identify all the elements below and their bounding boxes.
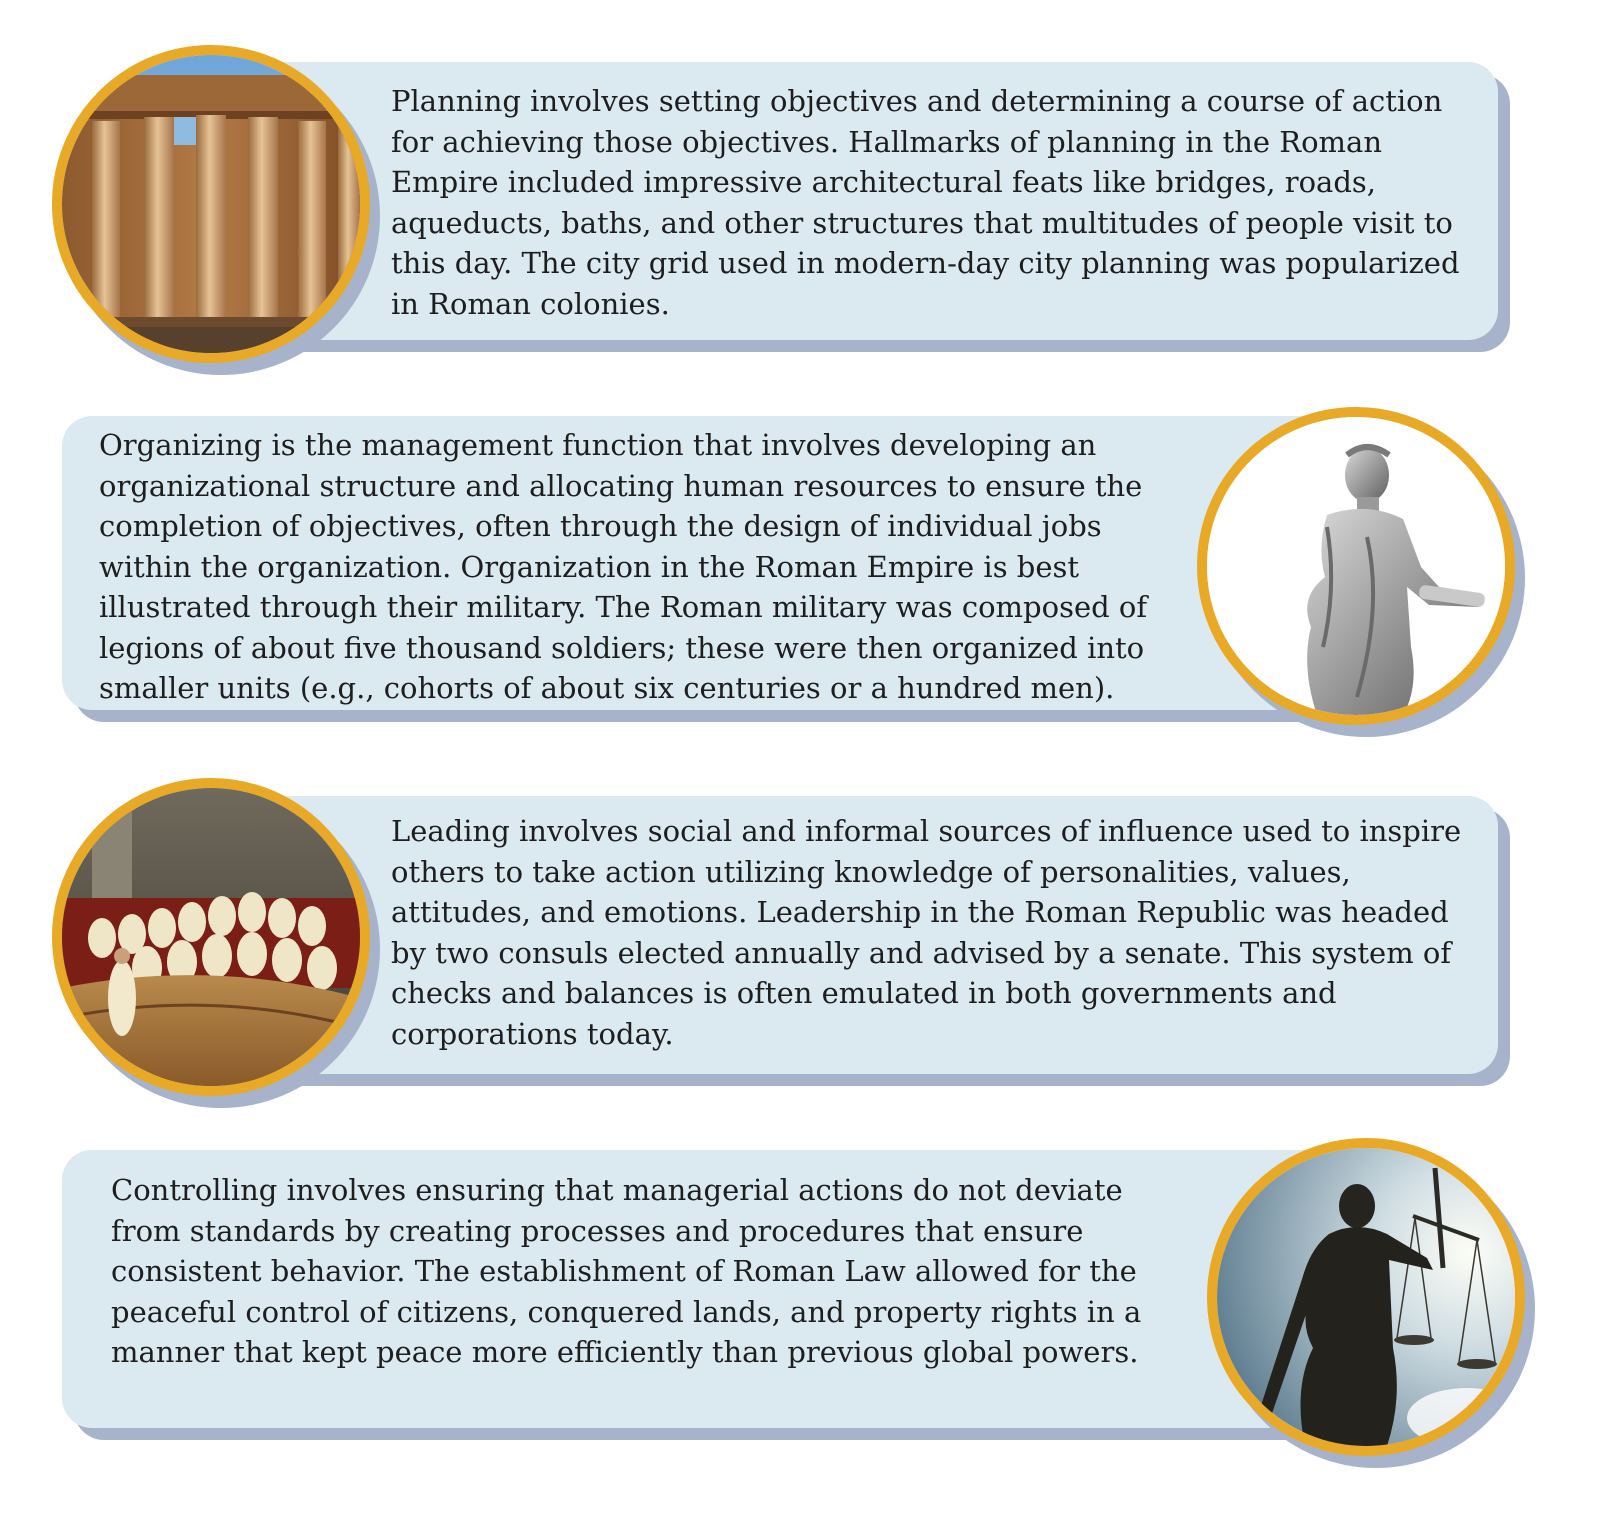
planning-text: Planning involves setting objectives and determining a course of action for achieving those objectives. Hallmarks of planning in the Roman Empire included impressive architectural feats like bridges, roads, aqueducts, baths, and other structures that multitudes of people visit to this day. The city grid used in modern-day city planning was popularized in Roman colonies.	[391, 84, 1460, 321]
leading-text: Leading involves social and informal sources of influence used to inspire others to take action utilizing knowledge of personalities, values, attitudes, and emotions. Leadership in the Roman Republic was headed by two consuls elected annually and advised by a senate. This system of checks and balances is often emulated in both governments and corporations today.	[391, 814, 1462, 1051]
lady-justice-scales-icon	[1207, 1138, 1525, 1456]
organizing-text: Organizing is the management function that involves developing an organizational structure and allocating human resources to ensure the completion of objectives, often through the design of individual jobs within the organization. Organization in the Roman Empire is best illustrated through their military. The Roman military was composed of legions of about five thousand soldiers; these were then organized into smaller units (e.g., cohorts of about six centuries or a hundred men).	[99, 428, 1148, 705]
temple-columns-photo-icon	[52, 45, 370, 363]
controlling-text: Controlling involves ensuring that managerial actions do not deviate from standards by creating processes and procedures that ensure consistent behavior. The establishment of Roman Law allowed for the peaceful control of citizens, conquered lands, and property rights in a manner that kept peace more efficiently than previous global powers.	[111, 1173, 1142, 1369]
roman-emperor-statue-icon	[1197, 407, 1515, 725]
roman-senate-painting-icon	[52, 778, 370, 1096]
